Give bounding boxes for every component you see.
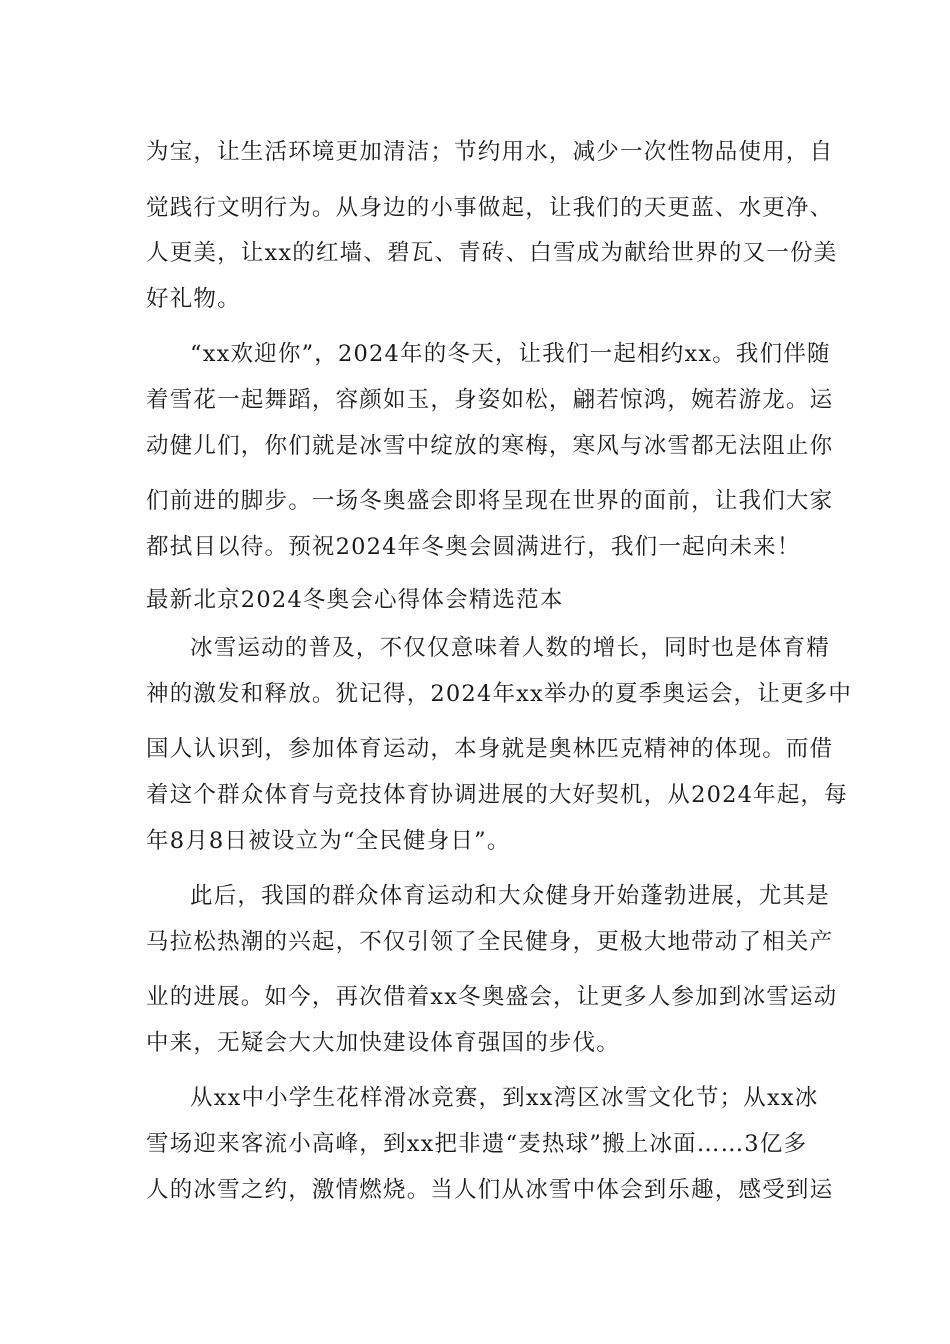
text-line: 从xx中小学生花样滑冰竞赛，到xx湾区冰雪文化节；从xx冰 [190,1085,819,1111]
text-line: 着雪花一起舞蹈，容颜如玉，身姿如松，翩若惊鸿，婉若游龙。运 [146,387,834,413]
text-line: 动健儿们，你们就是冰雪中绽放的寒梅，寒风与冰雪都无法阻止你 [146,433,834,459]
text-line: 马拉松热潮的兴起，不仅引领了全民健身，更极大地带动了相关产 [146,929,834,955]
text-line: 国人认识到，参加体育运动，本身就是奥林匹克精神的体现。而借 [146,736,834,762]
text-line: 雪场迎来客流小高峰，到xx把非遗“麦热球”搬上冰面……3亿多 [146,1131,808,1157]
text-line: 此后，我国的群众体育运动和大众健身开始蓬勃进展，尤其是 [190,883,830,909]
text-line: 业的进展。如今，再次借着xx冬奥盛会，让更多人参加到冰雪运动 [146,984,838,1010]
text-line: 好礼物。 [146,286,241,312]
text-line: 人的冰雪之约，激情燃烧。当人们从冰雪中体会到乐趣，感受到运 [146,1177,834,1203]
text-line: 冰雪运动的普及，不仅仅意味着人数的增长，同时也是体育精 [190,635,830,661]
section-heading: 最新北京2024冬奥会心得体会精选范本 [146,587,564,613]
text-line: 都拭目以待。预祝2024年冬奥会圆满进行，我们一起向未来！ [146,534,801,560]
text-line: 觉践行文明行为。从身边的小事做起，让我们的天更蓝、水更净、 [146,195,834,221]
text-line: 们前进的脚步。一场冬奥盛会即将呈现在世界的面前，让我们大家 [146,488,834,514]
text-line: 中来，无疑会大大加快建设体育强国的步伐。 [146,1030,621,1056]
text-line: 神的激发和释放。犹记得，2024年xx举办的夏季奥运会，让更多中 [146,681,853,707]
text-line: 为宝，让生活环境更加清洁；节约用水，减少一次性物品使用，自 [146,139,834,165]
text-line: 着这个群众体育与竞技体育协调进展的大好契机，从2024年起，每 [146,782,848,808]
text-line: 人更美，让xx的红墙、碧瓦、青砖、白雪成为献给世界的又一份美 [146,240,838,266]
text-line: 年8月8日被设立为“全民健身日”。 [146,828,511,854]
text-line: “xx欢迎你”，2024年的冬天，让我们一起相约xx。我们伴随 [190,341,831,367]
